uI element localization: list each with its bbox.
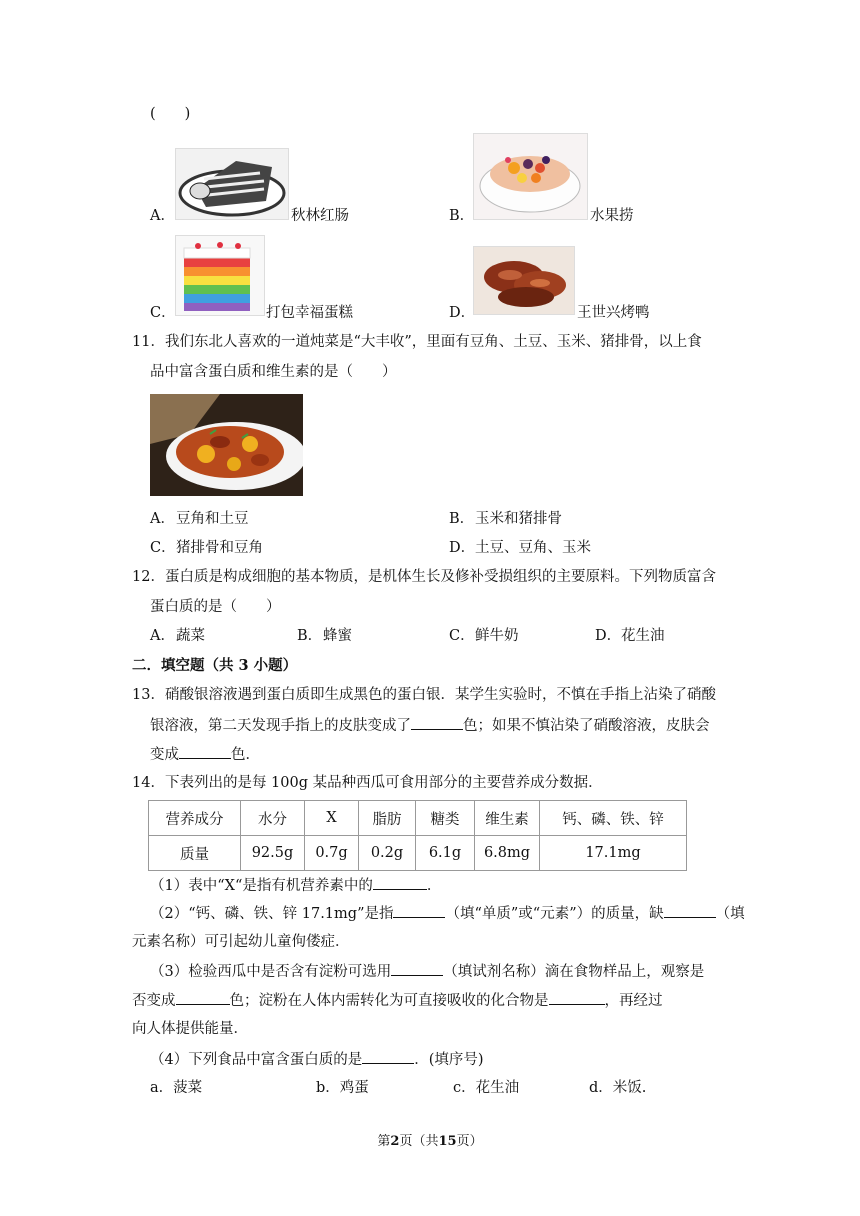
- q10-option-a-letter: A．: [150, 208, 175, 224]
- q12-option-c-letter: C．: [449, 628, 475, 644]
- blank: [373, 875, 427, 890]
- q11-line1: 11．我们东北人喜欢的一道炖菜是“大丰收”，里面有豆角、土豆、玉米、猪排骨，以上食: [132, 334, 702, 350]
- q12-option-b-letter: B．: [297, 628, 323, 644]
- q11-option-b-letter: B．: [449, 511, 475, 527]
- table-header-cell: X: [305, 801, 359, 836]
- sausage-image: [175, 148, 289, 220]
- q12-option-a-letter: A．: [150, 628, 175, 644]
- q14-option-a: a．菠菜: [150, 1080, 203, 1096]
- q12-option-c-label: 鲜牛奶: [475, 628, 519, 644]
- table-header-cell: 营养成分: [149, 801, 241, 836]
- table-cell: 0.7g: [305, 836, 359, 871]
- q11-option-d-letter: D．: [449, 540, 476, 556]
- q14-option-b: b．鸡蛋: [316, 1080, 369, 1096]
- q11-option-b-label: 玉米和猪排骨: [475, 511, 562, 527]
- table-cell: 17.1mg: [540, 836, 687, 871]
- q10-option-a-label: 秋林红肠: [291, 208, 349, 224]
- table-cell: 0.2g: [359, 836, 416, 871]
- q14-part4: （4）下列食品中富含蛋白质的是 ．(填序号): [150, 1049, 484, 1070]
- table-cell: 6.1g: [416, 836, 475, 871]
- q11-option-c-letter: C．: [150, 540, 176, 556]
- table-cell: 92.5g: [241, 836, 305, 871]
- blank: [176, 990, 230, 1005]
- blank: [391, 961, 443, 976]
- blank: [179, 744, 231, 759]
- q14-part3-line1: （3）检验西瓜中是否含有淀粉可选用 （填试剂名称）滴在食物样品上，观察是: [150, 961, 704, 982]
- q14-part3-line3: 向人体提供能量．: [132, 1021, 248, 1037]
- nutrition-table: [148, 800, 687, 871]
- fruit-bowl-image: [473, 133, 588, 220]
- rainbow-cake-image: [175, 235, 265, 316]
- roast-duck-image: [473, 246, 575, 315]
- q11-option-a-letter: A．: [150, 511, 175, 527]
- page-footer: 第2页（共15页）: [377, 1134, 483, 1149]
- q13-line3: 变成 色．: [150, 744, 260, 765]
- table-header-cell: 钙、磷、铁、锌: [540, 801, 687, 836]
- q13-line1: 13．硝酸银溶液遇到蛋白质即生成黑色的蛋白银．某学生实验时，不慎在手指上沾染了硝酸: [132, 687, 716, 703]
- q14-intro: 14．下表列出的是每 100g 某品种西瓜可食用部分的主要营养成分数据．: [132, 775, 603, 791]
- q12-option-d-label: 花生油: [621, 628, 665, 644]
- section-title: 二．填空题（共 3 小题）: [132, 657, 298, 674]
- table-header-cell: 维生素: [475, 801, 540, 836]
- q12-option-b-label: 蜂蜜: [323, 628, 352, 644]
- q10-option-b-label: 水果捞: [590, 208, 634, 224]
- q10-paren: ( ): [150, 106, 191, 122]
- q10-option-c-letter: C．: [150, 305, 176, 321]
- table-header-row: [149, 801, 687, 836]
- q11-option-c-label: 猪排骨和豆角: [176, 540, 263, 556]
- stew-dish-image: [150, 394, 303, 496]
- table-cell: 6.8mg: [475, 836, 540, 871]
- q11-line2: 品中富含蛋白质和维生素的是（ ）: [150, 364, 397, 380]
- q14-option-d: d．米饭.: [589, 1080, 647, 1096]
- q12-line2: 蛋白质的是（ ）: [150, 599, 281, 615]
- q14-part1: （1）表中“X“是指有机营养素中的 ．: [150, 875, 441, 896]
- q11-option-a-label: 豆角和土豆: [176, 511, 249, 527]
- q10-option-c-label: 打包幸福蛋糕: [266, 305, 353, 321]
- q12-option-a-label: 蔬菜: [176, 628, 205, 644]
- q12-line1: 12．蛋白质是构成细胞的基本物质，是机体生长及修补受损组织的主要原料。下列物质富含: [132, 569, 716, 585]
- q14-part2-line1: （2）“钙、磷、铁、锌 17.1mg”是指 （填“单质”或“元素”）的质量，缺 （填: [150, 903, 745, 924]
- q10-option-d-label: 王世兴烤鸭: [577, 305, 650, 321]
- q10-option-d-letter: D．: [449, 305, 476, 321]
- table-row: [149, 836, 687, 871]
- q12-option-d-letter: D．: [595, 628, 622, 644]
- blank: [664, 903, 716, 918]
- q14-option-c: c．花生油: [453, 1080, 520, 1096]
- q11-option-d-label: 土豆、豆角、玉米: [475, 540, 591, 556]
- q14-part2-line2: 元素名称）可引起幼儿童佝偻症．: [132, 934, 350, 950]
- blank: [393, 903, 445, 918]
- blank: [549, 990, 605, 1005]
- q10-option-b-letter: B．: [449, 208, 475, 224]
- q13-line2: 银溶液，第二天发现手指上的皮肤变成了 色；如果不慎沾染了硝酸溶液，皮肤会: [150, 715, 710, 736]
- table-header-cell: 脂肪: [359, 801, 416, 836]
- blank: [362, 1049, 414, 1064]
- q14-part3-line2: 否变成 色；淀粉在人体内需转化为可直接吸收的化合物是 ，再经过: [132, 990, 663, 1011]
- blank: [411, 715, 463, 730]
- table-cell: 质量: [149, 836, 241, 871]
- table-header-cell: 水分: [241, 801, 305, 836]
- table-header-cell: 糖类: [416, 801, 475, 836]
